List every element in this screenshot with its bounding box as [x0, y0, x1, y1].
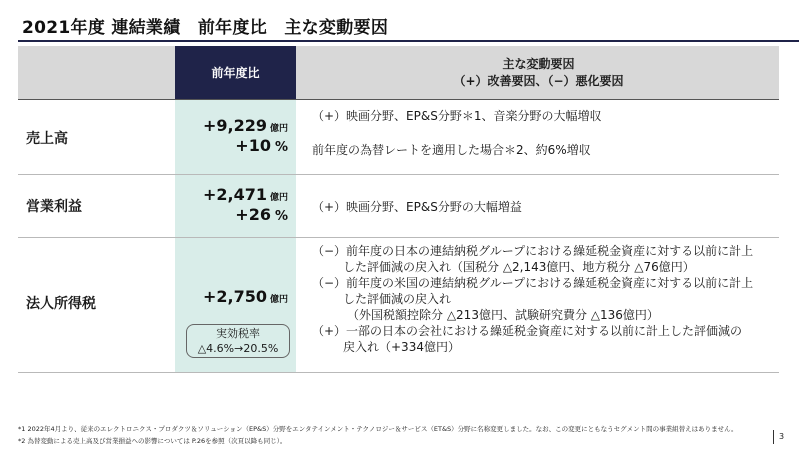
tax-unit: 億円	[269, 295, 288, 305]
tax-value	[175, 287, 296, 306]
page-title: 2021年度 連結業績 前年度比 主な変動要因	[22, 18, 389, 38]
tax-factor-3-cont: 戻入れ（+334億円）	[343, 340, 460, 354]
op-income-pct-unit: %	[274, 209, 288, 224]
op-income-amount: +2,471	[202, 185, 267, 204]
header-factors	[298, 46, 779, 99]
sales-unit: 億円	[269, 124, 288, 134]
tax-factor-3: （+）一部の日本の会社における繰延税金資産に対する以前に計上した評価減の	[312, 324, 743, 338]
sales-amount: +9,229	[202, 116, 267, 135]
title-rule	[18, 40, 799, 42]
tax-factor-2: （−）前年度の米国の連結納税グループにおける繰延税金資産に対する以前に計上	[312, 276, 754, 290]
effective-tax-value: △4.6%→20.5%	[197, 342, 279, 355]
op-income-factor-1: （+）映画分野、EP&S分野の大幅増益	[312, 200, 522, 214]
effective-tax-label: 実効税率	[216, 327, 260, 340]
op-income-pct-value: +26	[235, 205, 271, 224]
row-divider	[18, 372, 779, 373]
tax-amount: +2,750	[202, 287, 267, 306]
sales-pct	[175, 136, 296, 155]
row-label-operating-income: 営業利益	[26, 199, 82, 215]
header-factors-line2: （+）改善要因、（−）悪化要因	[453, 73, 624, 88]
op-income-unit: 億円	[269, 193, 288, 203]
sales-value	[175, 116, 296, 135]
sales-factor-1: （+）映画分野、EP&S分野＊1、音楽分野の大幅増収	[312, 109, 602, 123]
row-divider	[18, 237, 779, 238]
tax-factor-1: （−）前年度の日本の連結納税グループにおける繰延税金資産に対する以前に計上	[312, 244, 754, 258]
tax-factor-2-cont: した評価減の戻入れ	[343, 292, 452, 306]
row-divider	[18, 99, 779, 100]
op-income-pct	[175, 205, 296, 224]
footnote-2: *2 為替変動による売上高及び営業損益への影響については P.26を参照（次頁以降も同じ）。	[18, 437, 287, 445]
page-number-bar	[773, 430, 774, 444]
sales-pct-unit: %	[274, 140, 288, 155]
tax-factor-2-detail: （外国税額控除分 △213億円、試験研究費分 △136億円）	[347, 308, 659, 322]
tax-factor-1-cont: した評価減の戻入れ（国税分 △2,143億円、地方税分 △76億円）	[343, 260, 695, 274]
row-divider	[18, 174, 779, 175]
header-yoy: 前年度比	[175, 46, 296, 99]
results-table	[18, 46, 779, 372]
footnote-1: *1 2022年4月より、従来のエレクトロニクス・プロダクツ＆ソリューション（EP&S）分野をエンタテインメント・テクノロジー＆サービス（ET&S）分野に名称変更しました。なお、この変更にともなうセグメント間の事業組替えはありません。	[18, 425, 738, 433]
page-number: 3	[779, 432, 785, 441]
sales-pct-value: +10	[235, 136, 271, 155]
sales-factor-2: 前年度の為替レートを適用した場合＊2、約6%増収	[312, 143, 591, 157]
row-label-sales: 売上高	[26, 131, 68, 147]
row-label-income-tax: 法人所得税	[26, 296, 96, 312]
header-factors-line1: 主な変動要因	[502, 56, 575, 71]
effective-tax-rate-box	[186, 324, 290, 358]
op-income-value	[175, 185, 296, 204]
